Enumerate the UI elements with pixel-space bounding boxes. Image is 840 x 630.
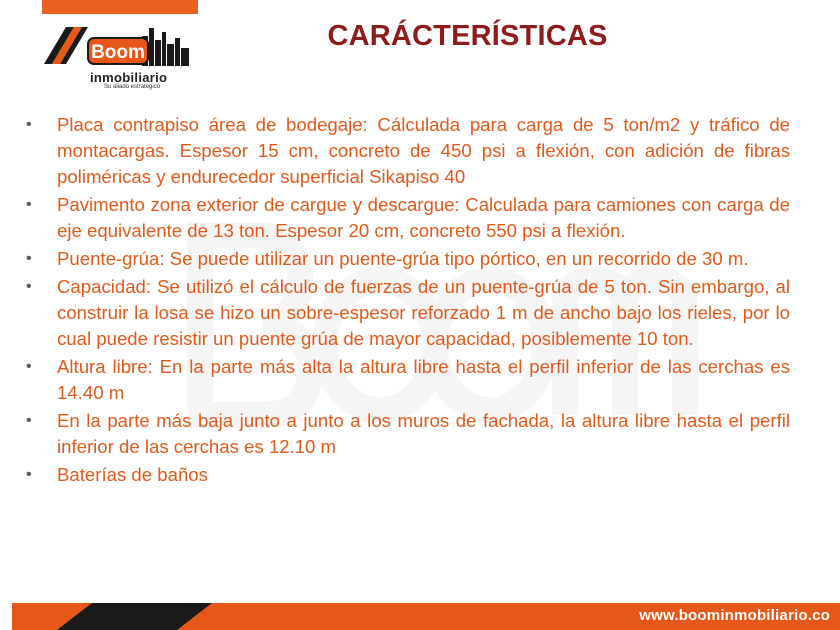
footer-stripes [12, 603, 312, 630]
footer-website-link[interactable]: www.boominmobiliario.co [639, 607, 830, 624]
bullet-icon: • [26, 250, 32, 267]
list-item-banos [26, 462, 790, 488]
logo-brand-text: Boom [91, 42, 145, 63]
list-item-puente-grua [26, 246, 790, 272]
features-list [26, 112, 790, 490]
slide-title: CARÁCTERÍSTICAS [327, 20, 608, 52]
list-item-text: En la parte más baja junto a junto a los muros de fachada, la altura libre hasta el perfil inferior de las cerchas es 12.10 m [57, 410, 790, 457]
boom-city-logo [44, 22, 194, 72]
list-item-pavimento [26, 192, 790, 244]
list-item-text: Altura libre: En la parte más alta la altura libre hasta el perfil inferior de las cerchas es 14.40 m [57, 356, 790, 403]
list-item-placa-contrapiso [26, 112, 790, 190]
bullet-icon: • [26, 412, 32, 429]
bullet-icon: • [26, 196, 32, 213]
list-item-text: Baterías de baños [57, 464, 208, 485]
boom-logo[interactable] [44, 22, 194, 92]
list-item-parte-baja [26, 408, 790, 460]
list-item-altura-libre [26, 354, 790, 406]
list-item-text: Pavimento zona exterior de cargue y descargue: Calculada para camiones con carga de eje equivalente de 13 ton. Espesor 20 cm, concreto 550 psi a flexión. [57, 194, 790, 241]
top-accent-bar [42, 0, 198, 14]
list-item-text: Capacidad: Se utilizó el cálculo de fuerzas de un puente-grúa de 5 ton. Sin embargo, al construir la losa se hizo un sobre-espesor reforzado 1 m de ancho bajo los rieles, por lo cual puede resistir un puente grúa de mayor capacidad, posiblemente 10 ton. [57, 276, 790, 349]
list-item-text: Puente-grúa: Se puede utilizar un puente-grúa tipo pórtico, en un recorrido de 30 m. [57, 248, 749, 269]
bullet-icon: • [26, 278, 32, 295]
logo-word: inmobiliario [90, 70, 168, 85]
logo-tagline: Su aliado estratégico [104, 84, 161, 90]
list-item-capacidad [26, 274, 790, 352]
bullet-icon: • [26, 466, 32, 483]
list-item-text: Placa contrapiso área de bodegaje: Cálculada para carga de 5 ton/m2 y tráfico de montacargas. Espesor 15 cm, concreto de 450 psi a flexión, con adición de fibras poliméricas y endurecedor superficial Sikapiso 40 [57, 114, 790, 187]
footer-bar [12, 603, 840, 630]
bullet-icon: • [26, 358, 32, 375]
bullet-icon: • [26, 116, 32, 133]
